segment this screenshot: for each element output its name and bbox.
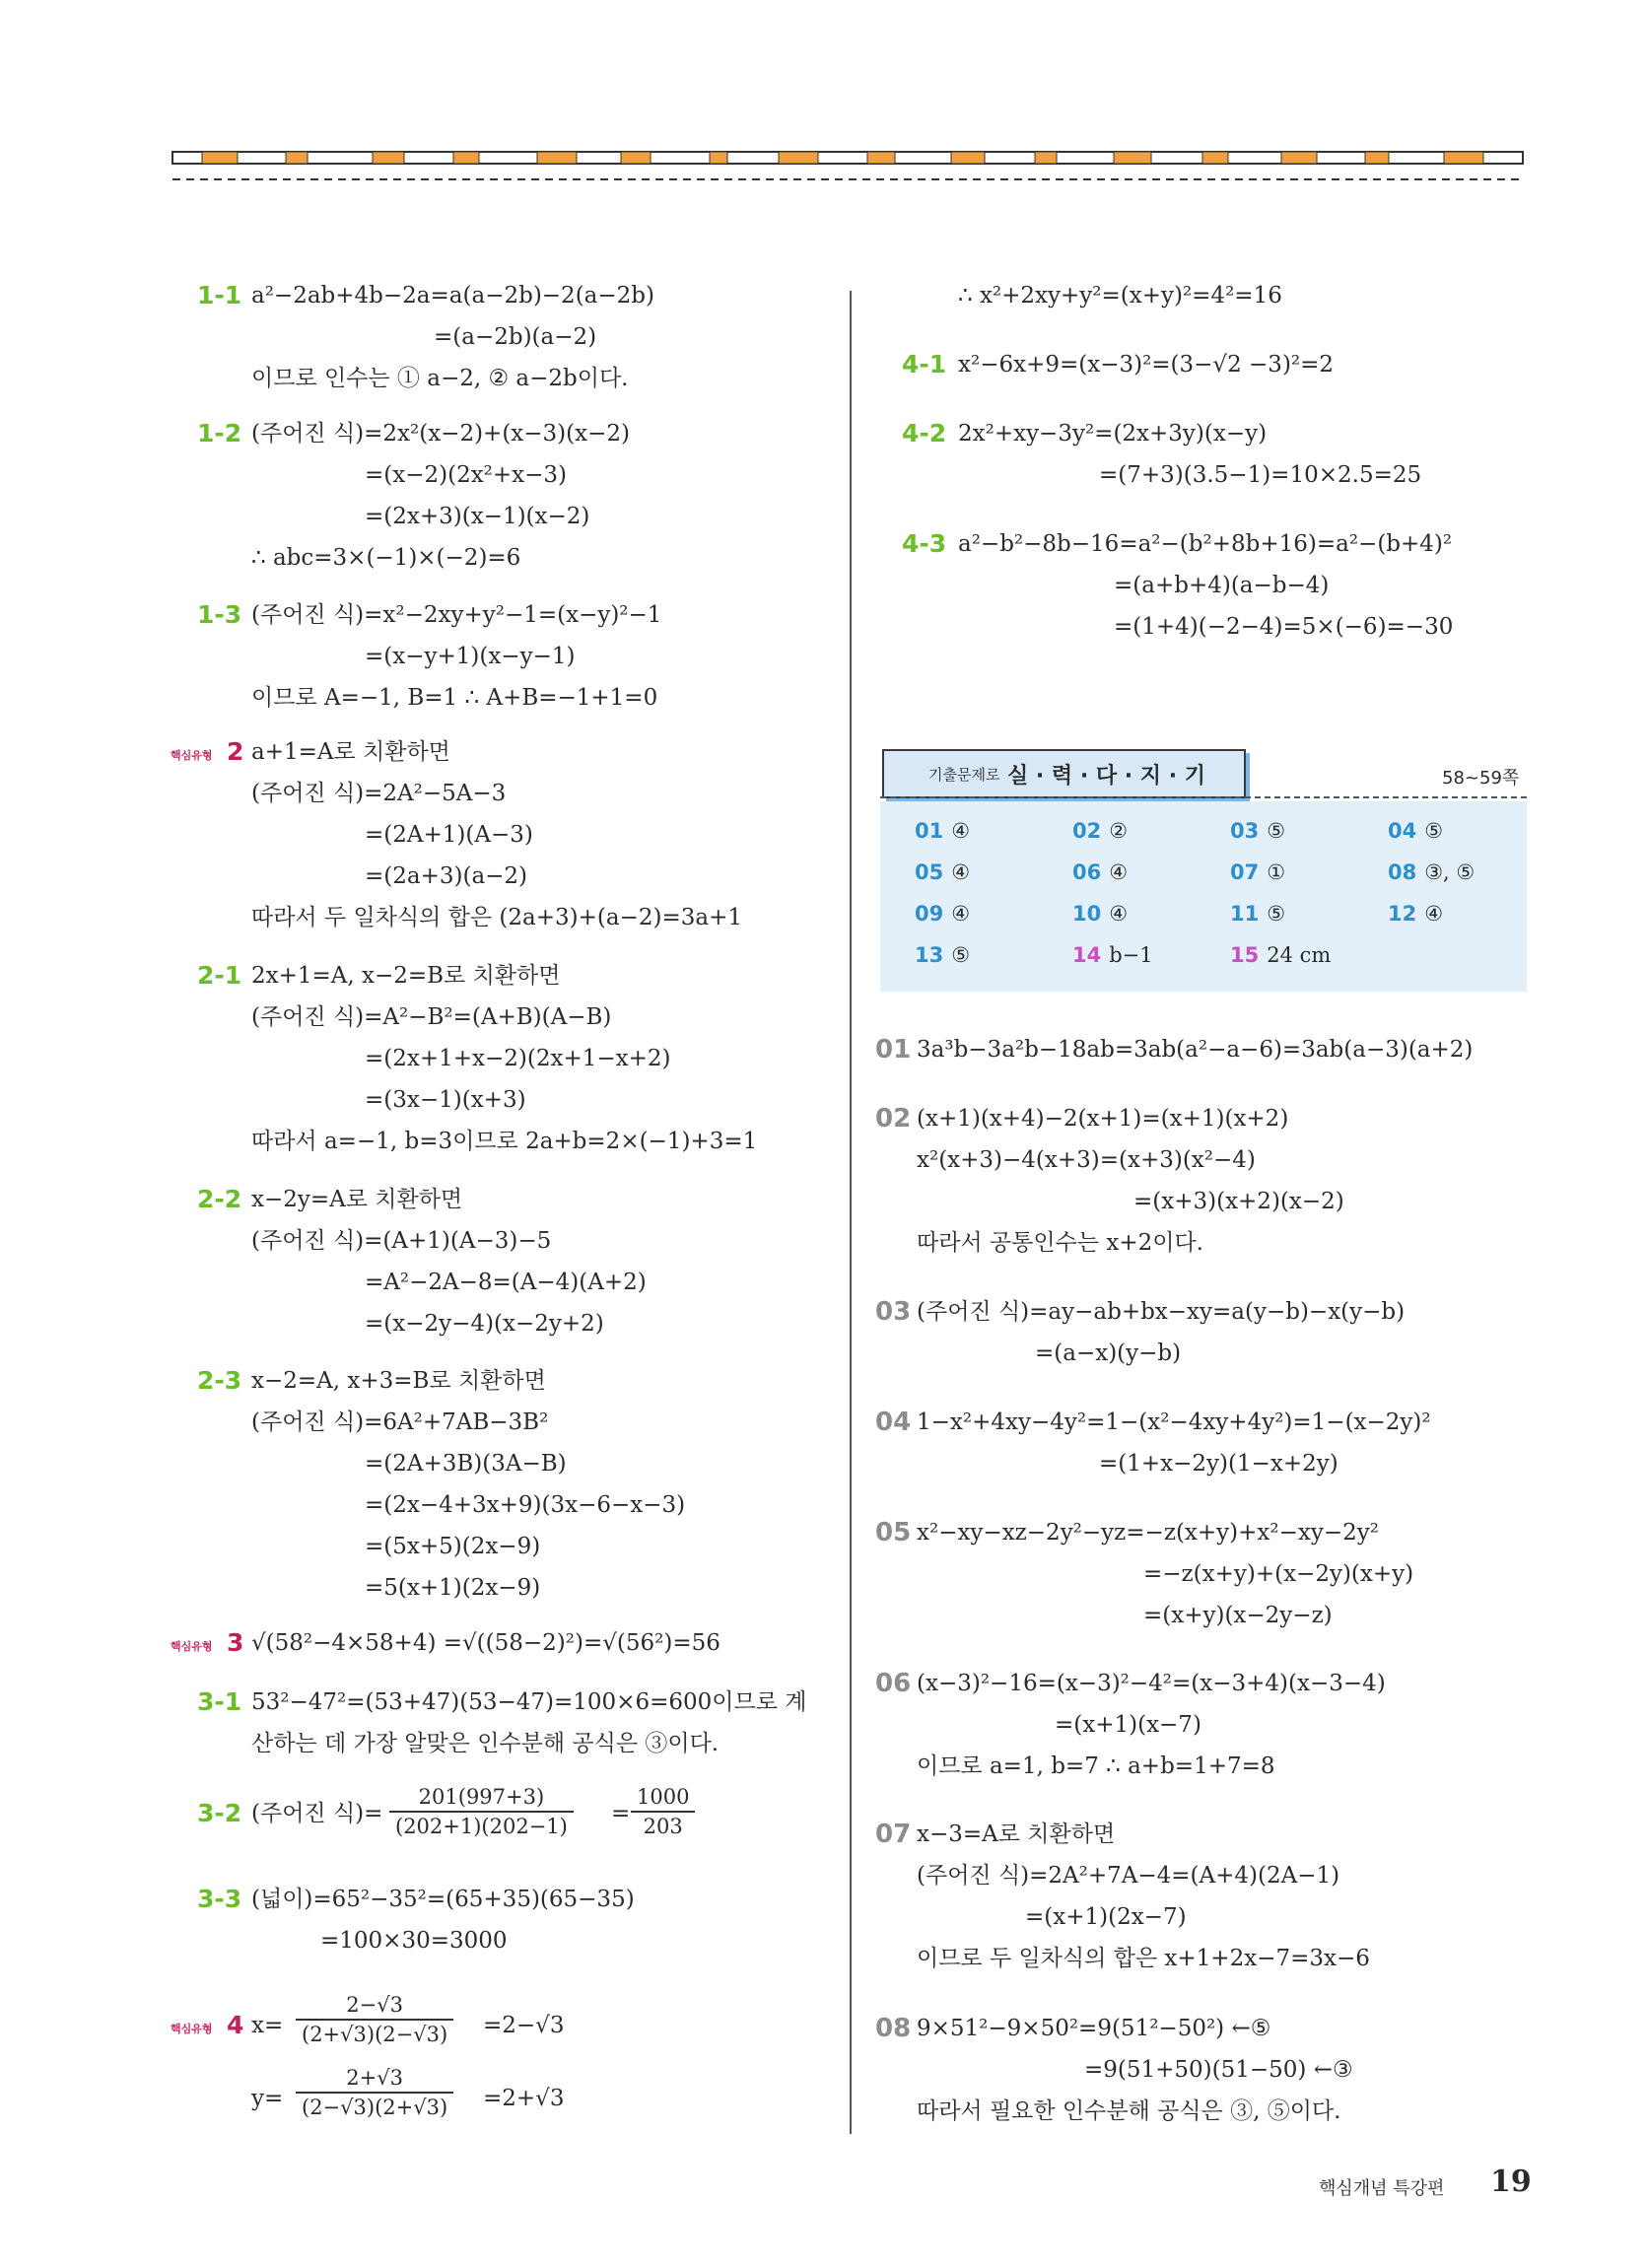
fraction [296,2066,453,2119]
answer-item [1072,943,1153,967]
label-1-1: 1-1 [197,281,242,309]
label-4-2: 4-2 [902,419,947,447]
answer-number: 03 [1230,819,1260,843]
answer-item [1230,902,1285,926]
line: 산하는 데 가장 알맞은 인수분해 공식은 ③이다. [251,1731,720,1756]
answer-value: ④ [951,819,971,843]
answer-number: 11 [1230,902,1260,926]
answer-value: ④ [1424,902,1444,926]
line: √(58²−4×58+4) =√((58−2)²)=√(56²)=56 [251,1630,721,1656]
line: ∴ x²+2xy+y²=(x+y)²=4²=16 [958,283,1282,309]
page-range: 58~59쪽 [1442,768,1520,789]
answer-number: 01 [915,819,944,843]
line: a+1=A로 치환하면 [251,739,450,765]
line: =(2x+3)(x−1)(x−2) [365,504,590,529]
line: x−3=A로 치환하면 [917,1821,1116,1847]
numerator: 1000 [631,1785,695,1813]
line: (주어진 식)=x²−2xy+y²−1=(x−y)²−1 [251,602,662,628]
label-2-1: 2-1 [197,961,242,990]
line: 3a³b−3a²b−18ab=3ab(a²−a−6)=3ab(a−3)(a+2) [917,1037,1474,1063]
line: (주어진 식)= [251,1801,383,1826]
practice-section-header [882,749,1246,798]
answer-item [1072,902,1128,926]
label-06: 06 [875,1669,912,1698]
line: =A²−2A−8=(A−4)(A+2) [365,1270,647,1295]
core-type-tag: 핵심유형 [171,749,213,762]
denominator: (2+√3)(2−√3) [302,2023,448,2046]
line: =(x+3)(x+2)(x−2) [1133,1189,1344,1214]
line: (주어진 식)=(A+1)(A−3)−5 [251,1228,552,1254]
answer-value: ⑤ [1267,902,1286,926]
answer-number: 09 [915,902,944,926]
line: =2−√3 [483,2013,565,2038]
label-2-3: 2-3 [197,1366,242,1395]
line: x−2y=A로 치환하면 [251,1187,463,1212]
line: x²−xy−xz−2y²−yz=−z(x+y)+x²−xy−2y² [917,1520,1379,1546]
core-type-tag: 핵심유형 [171,1640,213,1653]
answer-item [1072,860,1128,884]
line: =(x−2)(2x²+x−3) [365,462,568,488]
line: x= [251,2013,284,2038]
answer-value: ③, ⑤ [1424,860,1475,884]
answer-value: ④ [951,860,971,884]
line: 53²−47²=(53+47)(53−47)=100×6=600이므로 계 [251,1689,807,1715]
answer-item [1230,819,1285,843]
label-3-1: 3-1 [197,1687,242,1716]
line: x²−6x+9=(x−3)²=(3−√2 −3)²=2 [958,352,1335,378]
line: 이므로 A=−1, B=1 ∴ A+B=−1+1=0 [251,685,658,711]
answer-value: ① [1267,860,1286,884]
line: x−2=A, x+3=B로 치환하면 [251,1368,546,1394]
line: =(x+1)(2x−7) [1025,1904,1187,1930]
line: =−z(x+y)+(x−2y)(x+y) [1143,1561,1414,1587]
answer-value: ④ [1109,860,1129,884]
line: =9(51+50)(51−50) ←③ [1084,2057,1353,2083]
line: = [611,1801,631,1826]
label-4-1: 4-1 [902,350,947,378]
line: ∴ abc=3×(−1)×(−2)=6 [251,545,521,571]
line: 2x+1=A, x−2=B로 치환하면 [251,963,561,989]
line: (주어진 식)=2x²(x−2)+(x−3)(x−2) [251,421,630,447]
line: 따라서 공통인수는 x+2이다. [917,1230,1203,1256]
line: (주어진 식)=2A²+7A−4=(A+4)(2A−1) [917,1863,1340,1889]
label-2-2: 2-2 [197,1185,242,1213]
line: 이므로 a=1, b=7 ∴ a+b=1+7=8 [917,1753,1275,1779]
line: a²−b²−8b−16=a²−(b²+8b+16)=a²−(b+4)² [958,531,1453,557]
line: (x+1)(x+4)−2(x+1)=(x+1)(x+2) [917,1106,1289,1132]
line: =(x+y)(x−2y−z) [1143,1603,1333,1628]
answer-value: ④ [951,902,971,926]
label-04: 04 [875,1408,912,1437]
line: =(2x+1+x−2)(2x+1−x+2) [365,1046,671,1071]
numerator: 201(997+3) [389,1785,574,1813]
line: =(7+3)(3.5−1)=10×2.5=25 [1099,462,1422,488]
line: =(x−2y−4)(x−2y+2) [365,1311,604,1337]
label-08: 08 [875,2014,912,2043]
line: =(1+x−2y)(1−x+2y) [1099,1451,1338,1477]
line: 따라서 필요한 인수분해 공식은 ③, ⑤이다. [917,2098,1341,2124]
line: =100×30=3000 [320,1928,508,1954]
fraction [631,1785,695,1838]
line: =(5x+5)(2x−9) [365,1534,541,1559]
denominator: (202+1)(202−1) [395,1815,568,1838]
answer-value: ④ [1109,902,1129,926]
answer-number: 08 [1388,860,1417,884]
line: =(2x−4+3x+9)(3x−6−x−3) [365,1492,686,1518]
answer-number: 04 [1388,819,1417,843]
line: 이므로 인수는 ① a−2, ② a−2b이다. [251,366,629,391]
answer-key-box [880,801,1527,992]
line: (넓이)=65²−35²=(65+35)(65−35) [251,1887,635,1912]
answer-item [915,819,970,843]
label-3-2: 3-2 [197,1799,242,1827]
answer-number: 12 [1388,902,1417,926]
answer-value: 24 cm [1267,943,1332,967]
label-1-3: 1-3 [197,600,242,629]
label-4-3: 4-3 [902,529,947,558]
line: =(x−y+1)(x−y−1) [365,644,576,669]
line: x²(x+3)−4(x+3)=(x+3)(x²−4) [917,1147,1256,1173]
line: =(1+4)(−2−4)=5×(−6)=−30 [1114,614,1454,640]
column-divider [850,291,852,2134]
line: y= [251,2086,284,2111]
line: =(3x−1)(x+3) [365,1087,526,1113]
answer-number: 05 [915,860,944,884]
line: (주어진 식)=ay−ab+bx−xy=a(y−b)−x(y−b) [917,1299,1406,1325]
label-07: 07 [875,1820,912,1849]
answer-number: 06 [1072,860,1102,884]
numerator: 2+√3 [296,2066,453,2094]
line: 이므로 두 일차식의 합은 x+1+2x−7=3x−6 [917,1946,1370,1971]
denominator: 203 [643,1815,683,1838]
label-05: 05 [875,1518,912,1547]
answer-number: 10 [1072,902,1102,926]
line: 1−x²+4xy−4y²=1−(x²−4xy+4y²)=1−(x−2y)² [917,1409,1431,1435]
answer-number: 15 [1230,943,1260,967]
answer-item [915,902,970,926]
line: =5(x+1)(2x−9) [365,1575,541,1601]
line: (주어진 식)=6A²+7AB−3B² [251,1409,549,1435]
line: =(2A+3B)(3A−B) [365,1451,567,1477]
line: a²−2ab+4b−2a=a(a−2b)−2(a−2b) [251,283,654,309]
answer-number: 13 [915,943,944,967]
top-decorative-banner [0,0,1647,197]
label-01: 01 [875,1035,912,1065]
problem-number: 2 [227,737,244,766]
line: =(a−2b)(a−2) [434,324,597,350]
line: =(a−x)(y−b) [1035,1340,1182,1366]
answer-item [915,860,970,884]
line: =2+√3 [483,2086,565,2111]
footer-section-title: 핵심개념 특강편 [1319,2178,1445,2199]
answer-value: ⑤ [1267,819,1286,843]
header-prefix: 기출문제로 [928,766,1000,784]
problem-number: 3 [227,1628,244,1657]
label-03: 03 [875,1297,912,1327]
line: =(2A+1)(A−3) [365,822,533,848]
fraction [389,1785,574,1838]
line: (주어진 식)=A²−B²=(A+B)(A−B) [251,1004,612,1030]
denominator: (2−√3)(2+√3) [302,2096,448,2119]
fraction [296,1993,453,2046]
answer-item [1388,819,1443,843]
answer-item [1388,860,1475,884]
line: =(x+1)(x−7) [1055,1712,1201,1738]
label-02: 02 [875,1104,912,1134]
answer-number: 07 [1230,860,1260,884]
line: (주어진 식)=2A²−5A−3 [251,781,507,806]
answer-item [1072,819,1128,843]
answer-item [1230,943,1331,967]
answer-item [1230,860,1285,884]
answer-value: ⑤ [951,943,971,967]
problem-number: 4 [227,2011,244,2039]
line: 9×51²−9×50²=9(51²−50²) ←⑤ [917,2016,1271,2041]
label-3-3: 3-3 [197,1885,242,1913]
line: 따라서 두 일차식의 합은 (2a+3)+(a−2)=3a+1 [251,905,742,930]
answer-value: ⑤ [1424,819,1444,843]
line: =(2a+3)(a−2) [365,863,528,889]
label-1-2: 1-2 [197,419,242,447]
line: 2x²+xy−3y²=(2x+3y)(x−y) [958,421,1268,447]
box-dash-line [880,796,1527,798]
page-number: 19 [1490,2165,1532,2199]
line: 따라서 a=−1, b=3이므로 2a+b=2×(−1)+3=1 [251,1129,758,1154]
header-title: 실 · 력 · 다 · 지 · 기 [1007,764,1205,789]
answer-number: 02 [1072,819,1102,843]
core-type-tag: 핵심유형 [171,2023,213,2035]
numerator: 2−√3 [296,1993,453,2021]
answer-item [915,943,970,967]
line: (x−3)²−16=(x−3)²−4²=(x−3+4)(x−3−4) [917,1671,1386,1696]
answer-value: ② [1109,819,1129,843]
answer-number: 14 [1072,943,1102,967]
answer-value: b−1 [1109,943,1153,967]
line: =(a+b+4)(a−b−4) [1114,573,1330,598]
answer-item [1388,902,1443,926]
